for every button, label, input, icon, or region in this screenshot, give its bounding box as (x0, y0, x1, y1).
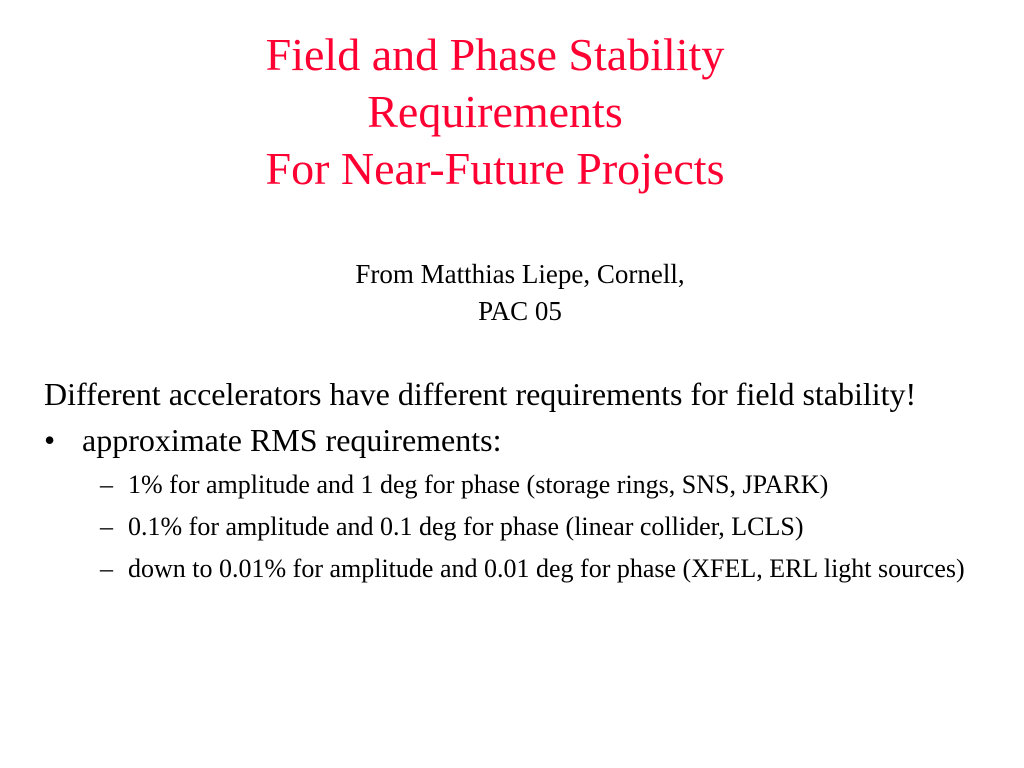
sub-item-3 (44, 552, 994, 585)
sub-item-2 (44, 510, 994, 543)
bullet-text: approximate RMS requirements: (82, 422, 502, 458)
bullet-item (44, 420, 994, 460)
dash-marker: – (100, 512, 113, 541)
sub-item-1 (44, 468, 994, 501)
bullet-marker: • (44, 422, 56, 458)
title-line-1: Field and Phase Stability (265, 29, 725, 80)
sub-item-text: 0.1% for amplitude and 0.1 deg for phase (linear collider, LCLS) (128, 512, 804, 541)
title-line-2: Requirements (367, 86, 623, 137)
slide-title (100, 26, 890, 197)
subtitle-line-1: From Matthias Liepe, Cornell, (355, 259, 685, 289)
sub-item-text: 1% for amplitude and 1 deg for phase (storage rings, SNS, JPARK) (128, 470, 829, 499)
dash-marker: – (100, 470, 113, 499)
slide-subtitle (300, 256, 740, 330)
slide-body (44, 374, 994, 594)
intro-paragraph: Different accelerators have different requirements for field stability! (44, 376, 917, 412)
subtitle-line-2: PAC 05 (478, 296, 562, 326)
sub-item-text: down to 0.01% for amplitude and 0.01 deg for phase (XFEL, ERL light sources) (128, 554, 965, 583)
dash-marker: – (100, 554, 113, 583)
title-line-3: For Near-Future Projects (265, 143, 725, 194)
